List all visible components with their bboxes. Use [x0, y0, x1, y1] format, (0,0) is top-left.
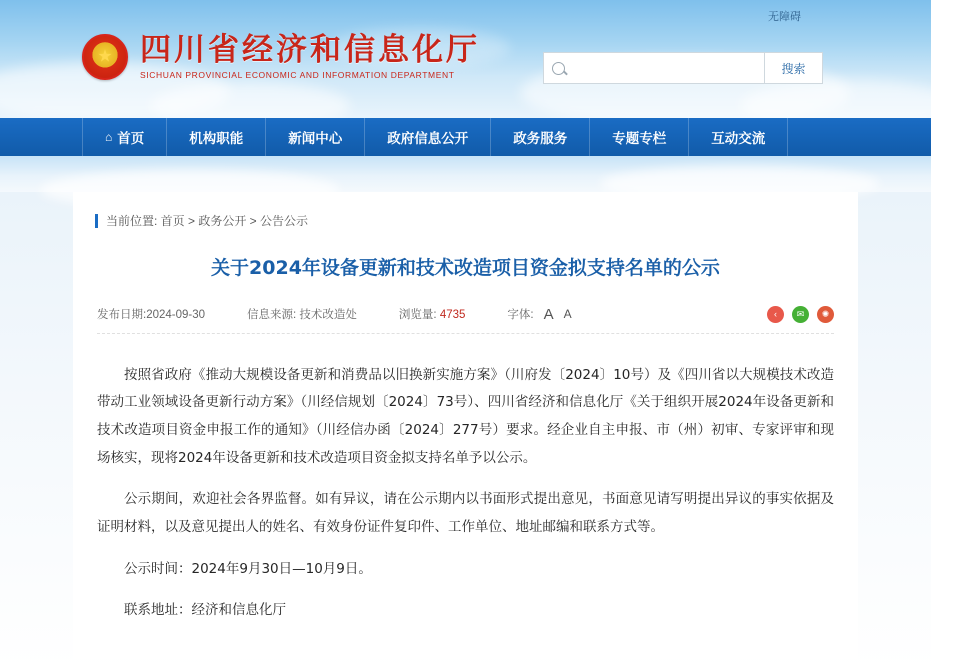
nav-item-label: 政务服务: [513, 131, 568, 146]
nav-item-gov-service[interactable]: [491, 118, 590, 156]
breadcrumb-marker: [95, 214, 98, 228]
share-bar: [767, 306, 834, 323]
nav-item-government-info[interactable]: [365, 118, 491, 156]
view-count-value: 4735: [439, 309, 466, 322]
view-count: [399, 306, 466, 322]
brand-text: [140, 34, 480, 80]
breadcrumb-text[interactable]: 当前位置: 首页 > 政务公开 > 公告公示: [106, 214, 309, 228]
page-body: [0, 192, 931, 669]
wechat-icon[interactable]: ✉: [792, 306, 809, 323]
nav-item-label: 首页: [117, 131, 145, 146]
search-box[interactable]: [543, 52, 765, 84]
site-name-cn: 四川省经济和信息化厅: [140, 32, 480, 69]
nav-item-label: 机构职能: [189, 131, 244, 146]
search-input[interactable]: [571, 60, 756, 76]
publish-date: 发布日期:2024-09-30: [97, 309, 206, 322]
font-decrease-button[interactable]: A: [563, 307, 572, 322]
home-icon: ⌂: [105, 130, 113, 144]
nav-item-label: 新闻中心: [288, 131, 343, 146]
nav-item-home[interactable]: [82, 118, 167, 156]
national-emblem-icon: [82, 34, 128, 80]
search-button[interactable]: 搜索: [765, 52, 823, 84]
article-meta: [97, 306, 834, 334]
article-paragraph: 公示时间：2024年9月30日—10月9日。: [124, 560, 372, 577]
article-paragraph: 联系地址：经济和信息化厅: [124, 602, 286, 619]
nav-item-label: 互动交流: [711, 131, 766, 146]
nav-item-label: 政府信息公开: [387, 131, 469, 146]
article-paragraph: 按照省政府《推动大规模设备更新和消费品以旧换新实施方案》（川府发〔2024〕10号）及《四川省以大规模技术改造带动工业领域设备更新行动方案》（川经信规划〔2024〕73号）、四川省经济和信息化厅《关于组织开展2024年设备更新和技术改造项目资金申报工作的通知》（川经信办函〔2024〕277号）要求。经企业自主申报、市（州）初审、专家评审和现场核实，现将2024年设备更新和技术改造项目资金拟支持名单予以公示。: [97, 366, 834, 466]
article-source: 信息来源: 技术改造处: [247, 309, 357, 322]
main-navigation: [0, 118, 931, 156]
nav-item-news[interactable]: [266, 118, 365, 156]
article-card: [73, 192, 858, 659]
banner-bottom-decoration: [0, 156, 931, 192]
share-icon[interactable]: ‹: [767, 306, 784, 323]
accessibility-link[interactable]: 无障碍: [768, 11, 801, 23]
search-icon: [552, 62, 565, 75]
site-brand[interactable]: [82, 34, 480, 80]
page-title: 关于2024年设备更新和技术改造项目资金拟支持名单的公示: [211, 257, 720, 279]
weibo-icon[interactable]: ✺: [817, 306, 834, 323]
font-size-controls: [507, 306, 571, 323]
site-search: [543, 52, 823, 84]
cloud-decoration: [40, 170, 340, 210]
site-name-en: SICHUAN PROVINCIAL ECONOMIC AND INFORMATION DEPARTMENT: [140, 69, 455, 80]
nav-item-organization[interactable]: [167, 118, 266, 156]
cloud-decoration: [600, 166, 880, 202]
article-paragraph: 公示期间，欢迎社会各界监督。如有异议，请在公示期内以书面形式提出意见，书面意见请写明提出异议的事实依据及证明材料，以及意见提出人的姓名、有效身份证件复印件、工作单位、地址邮编和联系方式等。: [97, 491, 834, 535]
nav-item-topics[interactable]: [590, 118, 689, 156]
article-body: [97, 362, 834, 625]
view-count-label: 浏览量:: [398, 309, 437, 322]
site-header: [0, 0, 931, 118]
font-size-label: 字体:: [507, 309, 534, 322]
nav-item-interaction[interactable]: [689, 118, 788, 156]
nav-item-label: 专题专栏: [612, 131, 667, 146]
font-increase-button[interactable]: A: [543, 305, 554, 323]
